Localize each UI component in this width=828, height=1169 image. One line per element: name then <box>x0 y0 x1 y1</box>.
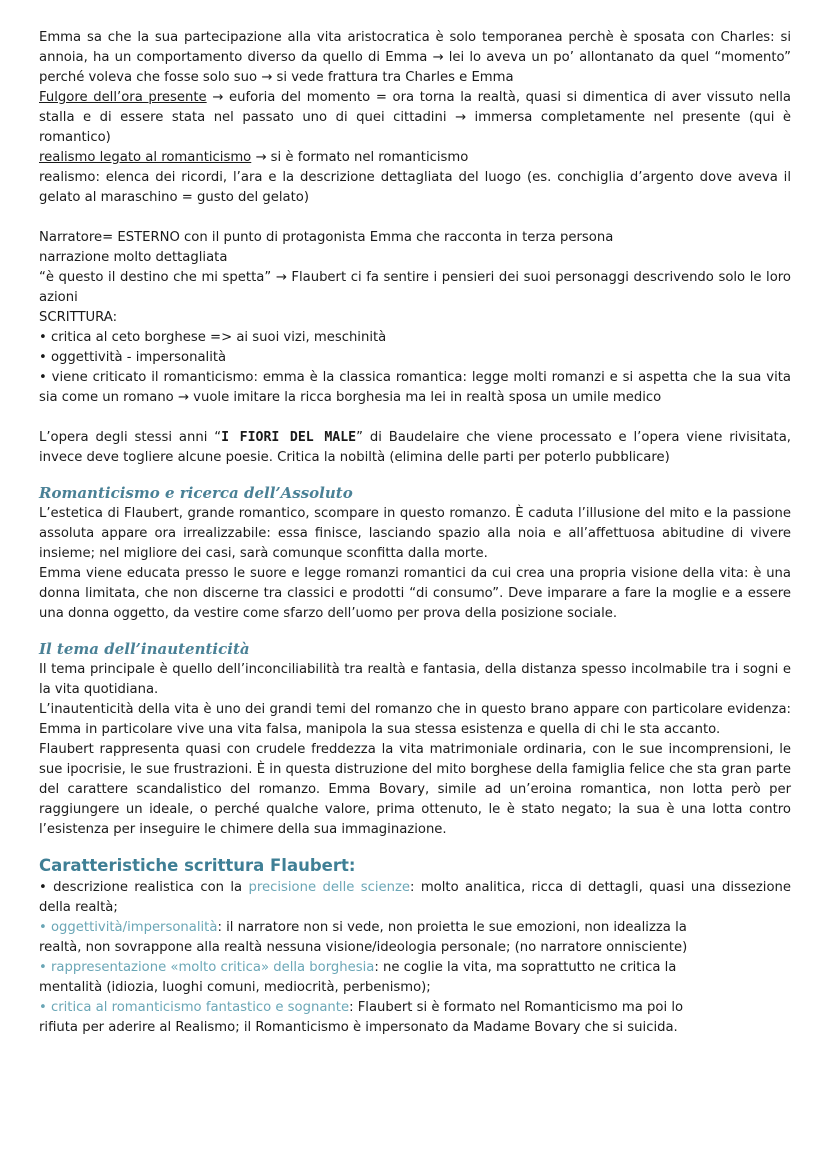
bullet-accent: • rappresentazione «molto critica» della borghesia <box>39 960 375 975</box>
caratteristiche-bullet-cont: mentalità (idiozia, luoghi comuni, mediocrità, perbenismo); <box>39 980 431 995</box>
caratteristiche-bullet <box>39 958 791 978</box>
inautenticita-paragraph: Flaubert rappresenta quasi con crudele freddezza la vita matrimoniale ordinaria, con le sue incomprensioni, le sue ipocrisie, le sue frustrazioni. È in questa distruzione del mito borghese della famiglia felice che sta gran parte del carattere scandalistico del romanzo. Emma Bovary, simile ad un’eroina romantica, non lotta però per raggiungere un ideale, o perché qualche valore, prima ottenuto, le è stato negato; la sua è una lotta contro l’esistenza per inseguire le chimere della sua immaginazione. <box>39 742 791 837</box>
intro-paragraph: Emma sa che la sua partecipazione alla vita aristocratica è solo temporanea perchè è sposata con Charles: si annoia, ha un comportamento diverso da quello di Emma → lei lo aveva un po’ allontanato da quel “momento” perché voleva che fosse solo suo → si vede frattura tra Charles e Emma <box>39 30 791 85</box>
scrittura-bullet: • oggettività - impersonalità <box>39 350 227 365</box>
bullet-accent: precisione delle scienze <box>248 880 411 895</box>
caratteristiche-heading: Caratteristiche scrittura Flaubert: <box>39 856 356 875</box>
realismo-text: → si è formato nel romanticismo <box>251 150 469 165</box>
narrazione-line: narrazione molto dettagliata <box>39 250 228 265</box>
opera-title: I FIORI DEL MALE <box>221 430 357 445</box>
romanticismo-heading: Romanticismo e ricerca dell’Assoluto <box>39 484 353 502</box>
inautenticita-heading: Il tema dell’inautenticità <box>39 640 250 658</box>
caratteristiche-bullet <box>39 878 791 918</box>
scrittura-bullet: • critica al ceto borghese => ai suoi vizi, meschinità <box>39 330 387 345</box>
opera-post: ” di Baudelaire che viene processato e l’opera viene rivisitata, invece deve togliere alcune poesie. Critica la nobiltà (elimina delle parti per poterlo pubblicare) <box>39 430 791 465</box>
narratore-line: Narratore= ESTERNO con il punto di protagonista Emma che racconta in terza persona <box>39 230 614 245</box>
scrittura-bullet: • viene criticato il romanticismo: emma è la classica romantica: legge molti romanzi e si aspetta che la sua vita sia come un romano → vuole imitare la ricca borghesia ma lei in realtà sposa un umile medico <box>39 370 791 405</box>
realismo-term: realismo legato al romanticismo <box>39 150 252 165</box>
realismo-paragraph: realismo: elenca dei ricordi, l’ara e la descrizione dettagliata del luogo (es. conchiglia d’argento dove aveva il gelato al maraschino = gusto del gelato) <box>39 170 791 205</box>
opera-paragraph <box>39 428 791 468</box>
bullet-accent: • oggettività/impersonalità <box>39 920 218 935</box>
romanticismo-paragraph: L’estetica di Flaubert, grande romantico, scompare in questo romanzo. È caduta l’illusione del mito e la passione assoluta appare ora irrealizzabile: essa finisce, lasciando spazio alla noia e all’affettuosa abitudine di vivere insieme; nel migliore dei casi, sarà comunque sconfitta dalla morte. <box>39 506 791 561</box>
realismo-romanticismo-line <box>39 148 791 168</box>
destino-paragraph: “è questo il destino che mi spetta” → Flaubert ci fa sentire i pensieri dei suoi personaggi descrivendo solo le loro azioni <box>39 270 791 305</box>
scrittura-label: SCRITTURA: <box>39 310 118 325</box>
bullet-text: : ne coglie la vita, ma soprattutto ne critica la <box>374 960 677 975</box>
bullet-text: : Flaubert si è formato nel Romanticismo ma poi lo <box>349 1000 684 1015</box>
document-page <box>39 28 791 1038</box>
caratteristiche-bullet <box>39 918 791 938</box>
caratteristiche-bullet-cont: realtà, non sovrappone alla realtà nessuna visione/ideologia personale; (no narratore onnisciente) <box>39 940 688 955</box>
caratteristiche-bullet <box>39 998 791 1018</box>
inautenticita-paragraph: Il tema principale è quello dell’inconciliabilità tra realtà e fantasia, della distanza spesso incolmabile tra i sogni e la vita quotidiana. <box>39 662 791 697</box>
fulgore-paragraph <box>39 88 791 148</box>
caratteristiche-bullet-cont: rifiuta per aderire al Realismo; il Romanticismo è impersonato da Madame Bovary che si suicida. <box>39 1020 678 1035</box>
bullet-text: : il narratore non si vede, non proietta le sue emozioni, non idealizza la <box>217 920 687 935</box>
fulgore-term: Fulgore dell’ora presente <box>39 90 207 105</box>
opera-pre: L’opera degli stessi anni “ <box>39 430 222 445</box>
romanticismo-paragraph: Emma viene educata presso le suore e legge romanzi romantici da cui crea una propria visione della vita: è una donna limitata, che non discerne tra classici e prodotti “di consumo”. Deve imparare a fare la moglie e a essere una donna oggetto, da vestire come sfarzo dell’uomo per prova della posizione sociale. <box>39 566 791 621</box>
bullet-accent: • critica al romanticismo fantastico e sognante <box>39 1000 350 1015</box>
fulgore-text: → euforia del momento = ora torna la realtà, quasi si dimentica di aver vissuto nella stalla e di essere stata nel passato uno di quei cittadini → immersa completamente nel presente (qui è romantico) <box>39 90 791 145</box>
inautenticita-paragraph: L’inautenticità della vita è uno dei grandi temi del romanzo che in questo brano appare con particolare evidenza: Emma in particolare vive una vita falsa, manipola la sua stessa esistenza e quella di chi le sta accanto. <box>39 702 791 737</box>
bullet-text: : molto analitica, ricca di dettagli, quasi una dissezione della realtà; <box>39 880 791 915</box>
bullet-text: • descrizione realistica con la <box>39 880 249 895</box>
